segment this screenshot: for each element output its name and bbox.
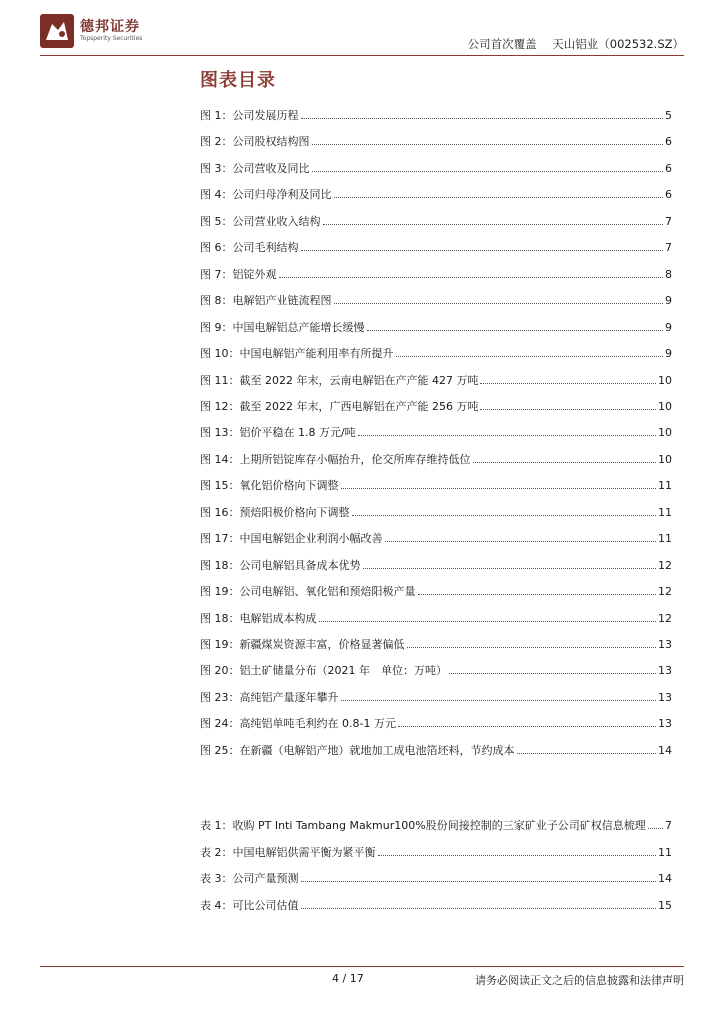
toc-entry-page: 10	[658, 399, 672, 413]
toc-entry-label: 图 10：中国电解铝产能利用率有所提升	[200, 347, 394, 361]
toc-entry-label: 图 18：电解铝成本构成	[200, 611, 317, 625]
toc-entry[interactable]	[200, 186, 672, 202]
toc-entry-label: 图 12：截至 2022 年末，广西电解铝在产产能 256 万吨	[200, 399, 479, 413]
toc-entry[interactable]	[200, 266, 672, 282]
toc-entry[interactable]	[200, 160, 672, 176]
toc-entry-page: 10	[658, 452, 672, 466]
footer-rule	[40, 966, 684, 967]
page-number: 4 / 17	[332, 972, 364, 985]
toc-entry-page: 9	[665, 294, 672, 308]
logo-text-en: Topsperity Securities	[80, 35, 143, 42]
report-type: 公司首次覆盖	[467, 37, 537, 51]
toc-entry[interactable]	[200, 583, 672, 599]
toc-leader-dots	[301, 118, 664, 119]
logo-text-cn: 德邦证券	[80, 19, 140, 35]
toc-entry-label: 图 16：预焙阳极价格向下调整	[200, 505, 350, 519]
toc-entry-label: 图 5：公司营业收入结构	[200, 214, 321, 228]
toc-entry-page: 11	[658, 845, 672, 859]
toc-entry-page: 5	[665, 109, 672, 122]
toc-entry-page: 7	[665, 241, 672, 255]
toc-leader-dots	[385, 541, 657, 542]
toc-entry-label: 表 2：中国电解铝供需平衡为紧平衡	[200, 845, 376, 859]
toc-leader-dots	[396, 356, 664, 357]
toc-entry[interactable]	[200, 319, 672, 335]
toc-entry-page: 13	[658, 664, 672, 678]
toc-entry-page: 13	[658, 690, 672, 704]
footer-disclaimer: 请务必阅读正文之后的信息披露和法律声明	[475, 974, 684, 987]
toc-entry-page: 10	[658, 373, 672, 387]
toc-entry-label: 图 17：中国电解铝企业利润小幅改善	[200, 532, 383, 546]
toc-leader-dots	[323, 224, 664, 225]
toc-entry[interactable]	[200, 844, 672, 860]
toc-entry[interactable]	[200, 870, 672, 886]
toc-entry-page: 12	[658, 585, 672, 599]
toc-entry-page: 13	[658, 638, 672, 651]
toc-leader-dots	[352, 515, 657, 516]
toc-entry[interactable]	[200, 107, 672, 123]
toc-entry[interactable]	[200, 530, 672, 546]
header-info	[468, 36, 684, 52]
toc-entry[interactable]	[200, 477, 672, 493]
toc-leader-dots	[473, 462, 657, 463]
toc-entry-page: 8	[665, 267, 672, 281]
toc-entry-page: 9	[665, 347, 672, 361]
toc-entry-label: 图 13：铝价平稳在 1.8 万元/吨	[200, 426, 356, 440]
logo-mark-icon	[40, 14, 74, 48]
toc-entry-page: 13	[658, 717, 672, 731]
toc-entry-label: 图 18：公司电解铝具备成本优势	[200, 558, 361, 572]
toc-leader-dots	[319, 621, 657, 622]
toc-entry-label: 图 4：公司归母净利及同比	[200, 188, 332, 202]
toc-entry[interactable]	[200, 897, 672, 913]
toc-entry-label: 图 24：高纯铝单吨毛利约在 0.8-1 万元	[200, 717, 396, 731]
toc-entry-page: 7	[665, 214, 672, 228]
toc-entry-label: 表 4：可比公司估值	[200, 899, 299, 913]
toc-entry-page: 14	[658, 743, 672, 757]
toc-entry[interactable]	[200, 504, 672, 520]
header-rule	[40, 55, 684, 56]
toc-entry[interactable]	[200, 398, 672, 414]
toc-entry[interactable]	[200, 662, 672, 678]
toc-leader-dots	[334, 303, 664, 304]
toc-entry-label: 图 1：公司发展历程	[200, 109, 299, 122]
toc-entry-page: 10	[658, 426, 672, 440]
toc-entry[interactable]	[200, 372, 672, 388]
toc-entry-page: 12	[658, 558, 672, 572]
toc-leader-dots	[358, 435, 656, 436]
toc-entry-label: 图 7：铝锭外观	[200, 267, 277, 281]
toc-entry-page: 6	[665, 188, 672, 202]
toc-entry-label: 图 8：电解铝产业链流程图	[200, 294, 332, 308]
toc-leader-dots	[279, 277, 664, 278]
toc-entry-page: 11	[658, 532, 672, 546]
toc-entry-label: 图 14：上期所铝锭库存小幅抬升，伦交所库存维持低位	[200, 452, 471, 466]
toc-entry[interactable]	[200, 239, 672, 255]
toc-leader-dots	[517, 753, 657, 754]
toc-leader-dots	[312, 144, 664, 145]
toc-entry[interactable]	[200, 557, 672, 573]
toc-entry-page: 14	[658, 872, 672, 886]
toc-entry-label: 表 1：收购 PT Inti Tambang Makmur100%股份间接控制的三家矿业子公司矿权信息梳理	[200, 819, 646, 832]
toc-entry-page: 6	[665, 135, 672, 149]
toc-entry-label: 图 25：在新疆（电解铝产地）就地加工成电池箔坯料，节约成本	[200, 743, 515, 757]
toc-entry-page: 12	[658, 611, 672, 625]
toc-entry-label: 图 11：截至 2022 年末，云南电解铝在产产能 427 万吨	[200, 373, 479, 387]
toc-leader-dots	[301, 881, 657, 882]
toc-entry-label: 图 3：公司营收及同比	[200, 161, 310, 175]
toc-entry-page: 9	[665, 320, 672, 334]
toc-leader-dots	[480, 383, 656, 384]
toc-entry[interactable]	[200, 610, 672, 626]
company-logo	[40, 14, 180, 48]
toc-leader-dots	[418, 594, 657, 595]
toc-entry-label: 图 6：公司毛利结构	[200, 241, 299, 255]
toc-entry-label: 图 2：公司股权结构图	[200, 135, 310, 149]
toc-entry-label: 图 15：氧化铝价格向下调整	[200, 479, 339, 493]
toc-entry[interactable]	[200, 817, 672, 833]
toc-leader-dots	[648, 828, 663, 829]
toc-entry[interactable]	[200, 451, 672, 467]
toc-leader-dots	[312, 171, 664, 172]
toc-leader-dots	[363, 568, 657, 569]
toc-entry-label: 图 19：新疆煤炭资源丰富，价格显著偏低	[200, 638, 405, 651]
toc-entry[interactable]	[200, 133, 672, 149]
toc-entry-page: 15	[658, 899, 672, 913]
toc-entry[interactable]	[200, 715, 672, 731]
toc-entry-label: 图 9：中国电解铝总产能增长缓慢	[200, 320, 365, 334]
toc-entry[interactable]	[200, 292, 672, 308]
toc-leader-dots	[480, 409, 656, 410]
toc-entry-label: 图 23：高纯铝产量逐年攀升	[200, 690, 339, 704]
toc-entry-label: 图 19：公司电解铝、氧化铝和预焙阳极产量	[200, 585, 416, 599]
toc-entry-label: 表 3：公司产量预测	[200, 872, 299, 886]
toc-entry-page: 11	[658, 479, 672, 493]
toc-entry-page: 7	[665, 819, 672, 832]
toc-leader-dots	[367, 330, 664, 331]
toc-leader-dots	[407, 647, 657, 648]
toc-leader-dots	[378, 855, 657, 856]
toc-entry[interactable]	[200, 345, 672, 361]
toc-leader-dots	[301, 908, 657, 909]
toc-entry[interactable]	[200, 424, 672, 440]
toc-leader-dots	[301, 250, 664, 251]
toc-entry-page: 6	[665, 161, 672, 175]
toc-entry[interactable]	[200, 636, 672, 652]
toc-entry-page: 11	[658, 505, 672, 519]
toc-entry-label: 图 20：铝土矿储量分布（2021 年 单位：万吨）	[200, 664, 447, 678]
toc-leader-dots	[334, 197, 664, 198]
section-title: 图表目录	[200, 70, 276, 91]
toc-leader-dots	[341, 700, 657, 701]
company-name: 天山铝业（002532.SZ）	[552, 37, 684, 51]
toc-entry[interactable]	[200, 689, 672, 705]
toc-entry[interactable]	[200, 213, 672, 229]
toc-leader-dots	[341, 488, 657, 489]
toc-entry[interactable]	[200, 742, 672, 758]
toc-leader-dots	[449, 673, 656, 674]
toc-leader-dots	[398, 726, 656, 727]
